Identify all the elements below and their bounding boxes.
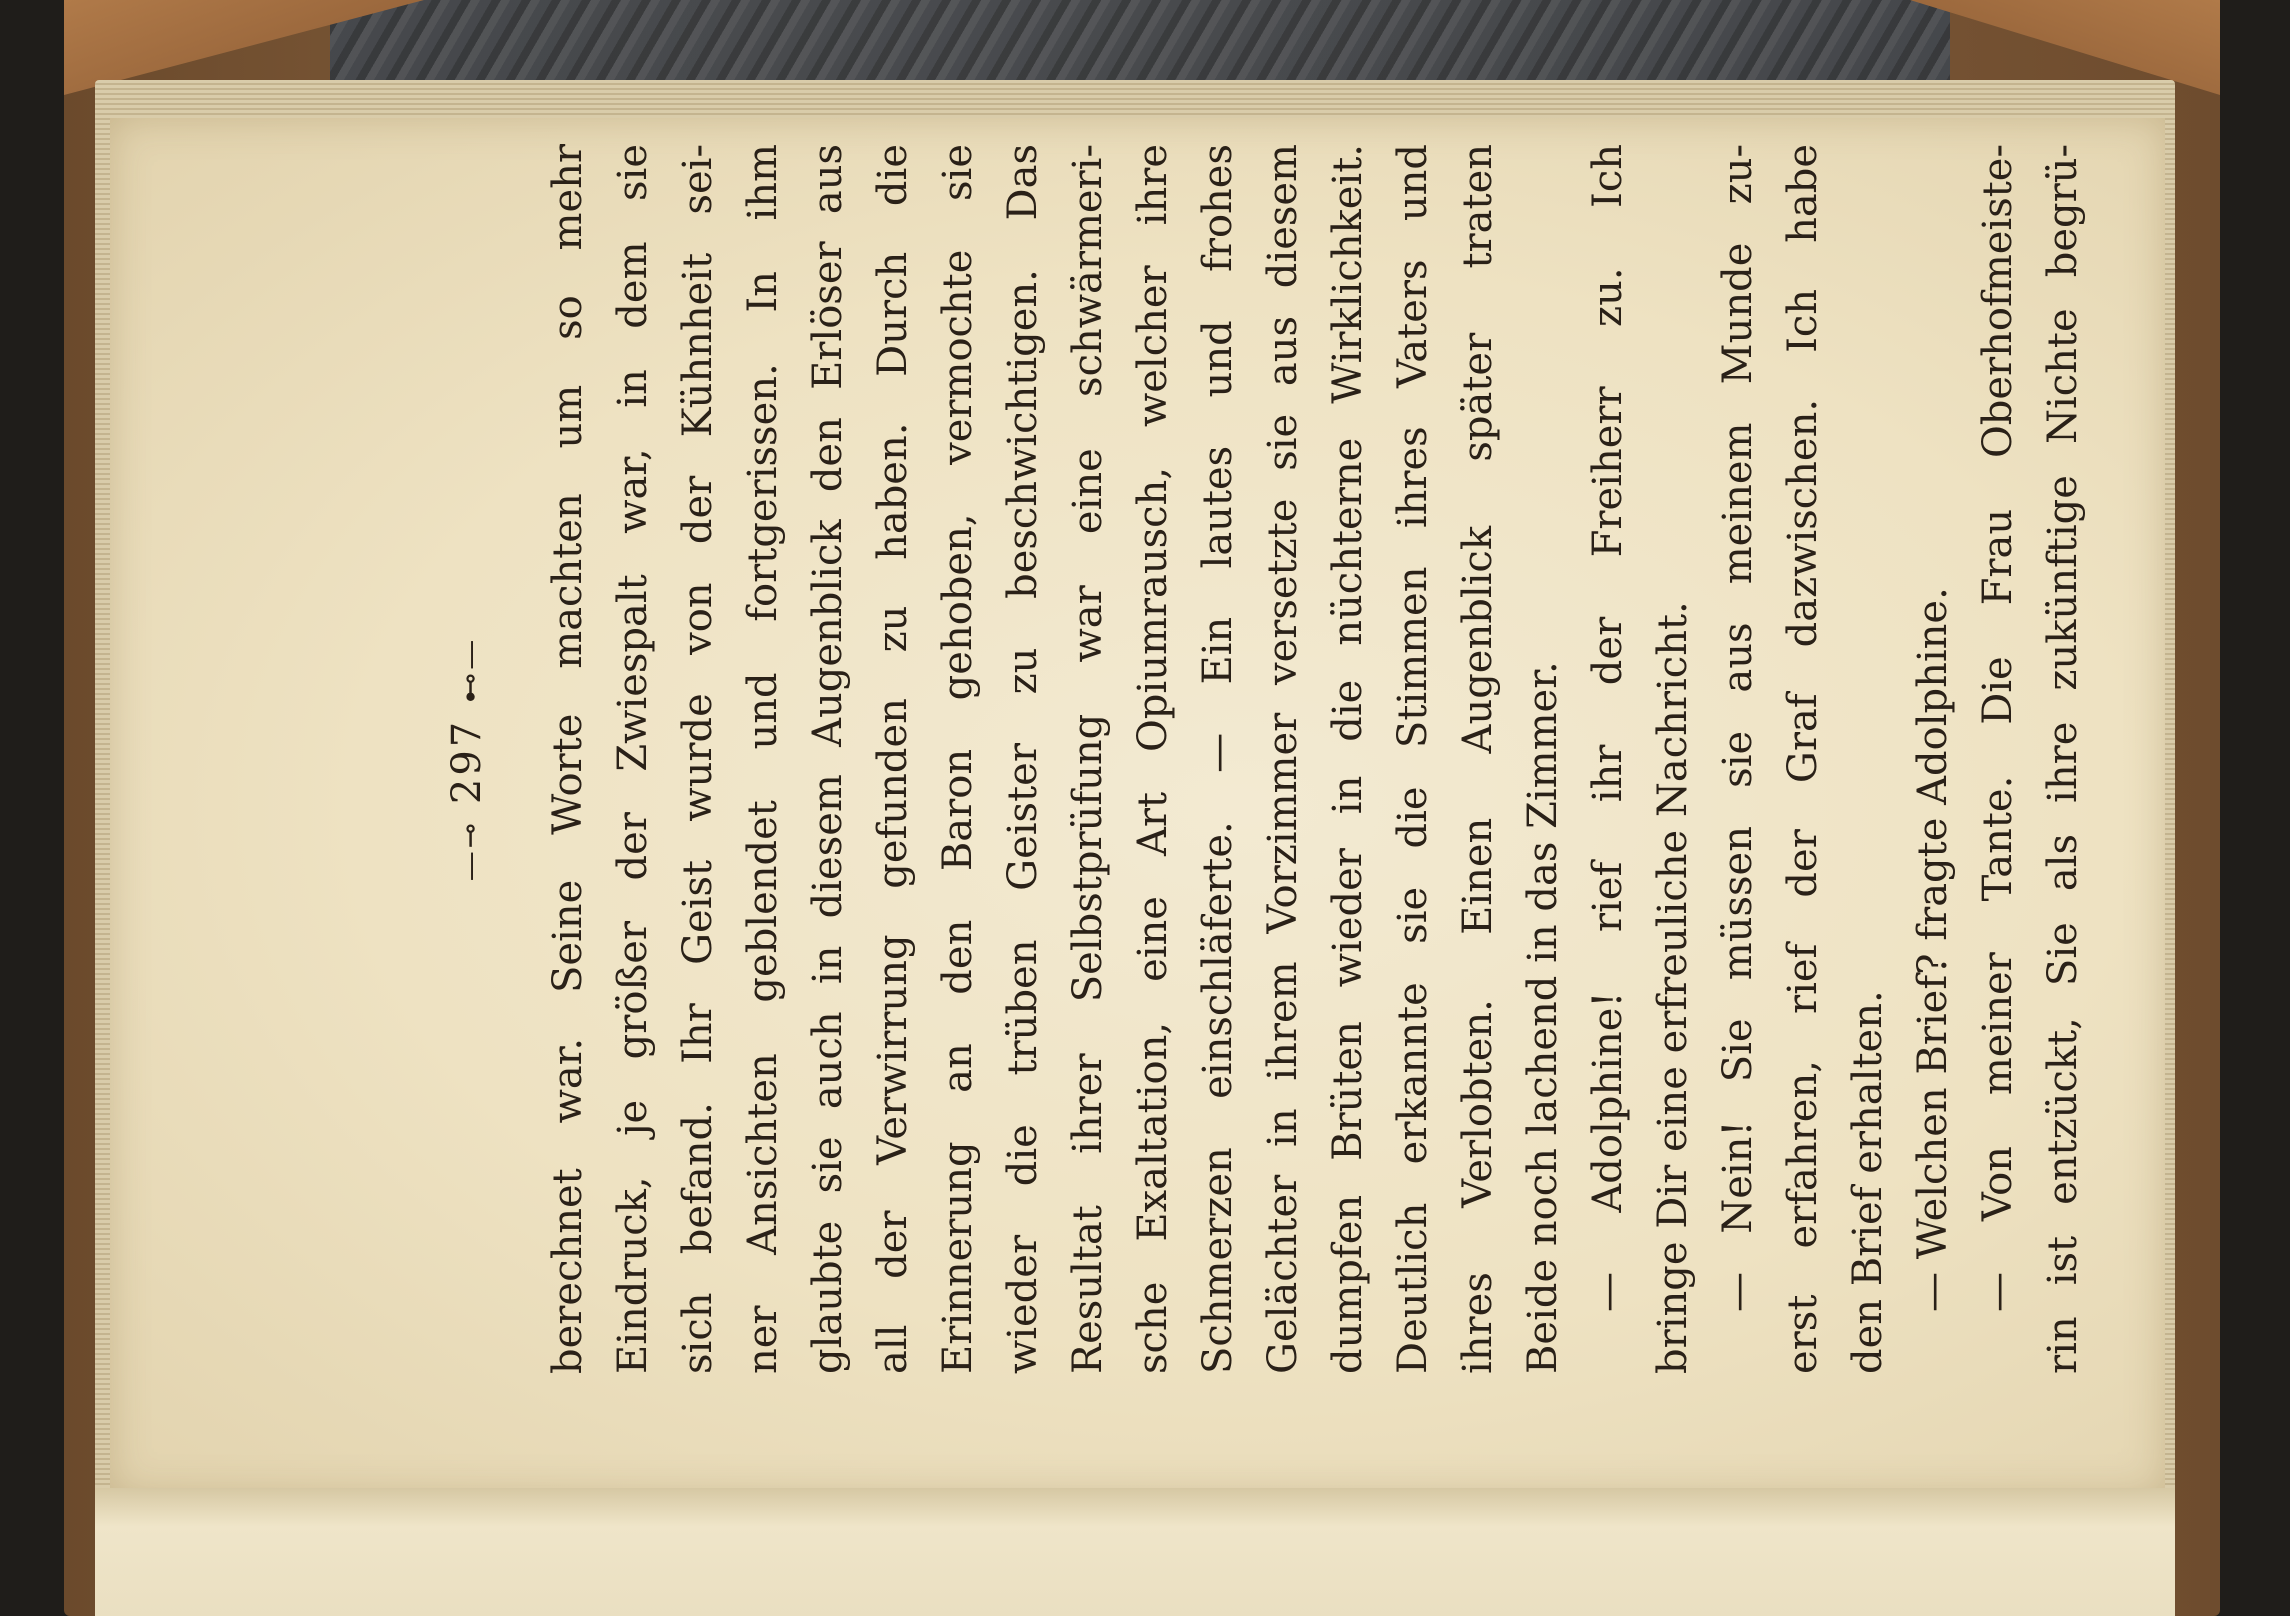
ornament-right: ⊷— <box>453 636 488 703</box>
text-line: glaubte sie auch in diesem Augenblick den Erlöser aus <box>805 144 851 1374</box>
rotated-page-text <box>432 144 2086 1374</box>
text-line: rin ist entzückt, Sie als ihre zukünftige Nichte begrü- <box>2040 144 2086 1374</box>
text-line: — Adolphine! rief ihr der Freiherr zu. Ich <box>1585 144 1631 1312</box>
text-line: Eindruck, je größer der Zwiespalt war, in dem sie <box>610 144 656 1374</box>
text-line: Deutlich erkannte sie die Stimmen ihres Vaters und <box>1390 144 1436 1374</box>
text-line: dumpfen Brüten wieder in die nüchterne Wirklichkeit. <box>1325 144 1371 1374</box>
text-line: Schmerzen einschläferte. — Ein lautes und frohes <box>1195 144 1241 1374</box>
text-line: ihres Verlobten. Einen Augenblick später traten <box>1455 144 1501 1374</box>
text-line: wieder die trüben Geister zu beschwichtigen. Das <box>1000 144 1046 1374</box>
page-header <box>432 144 502 1374</box>
text-line: all der Verwirrung gefunden zu haben. Durch die <box>870 144 916 1374</box>
text-line: ner Ansichten geblendet und fortgerissen. In ihm <box>740 144 786 1374</box>
text-line: — Welchen Brief? fragte Adolphine. <box>1910 587 1956 1312</box>
text-line: bringe Dir eine erfreuliche Nachricht. <box>1650 601 1696 1374</box>
text-line: — Von meiner Tante. Die Frau Oberhofmeiste- <box>1975 144 2021 1312</box>
text-line: Gelächter in ihrem Vorzimmer versetzte sie aus diesem <box>1260 144 1306 1374</box>
cover-marble-paper <box>330 0 1950 90</box>
ornament-left: —⊸ <box>453 820 488 882</box>
text-line: — Nein! Sie müssen sie aus meinem Munde zu- <box>1715 144 1761 1312</box>
text-line: Beide noch lachend in das Zimmer. <box>1520 661 1566 1374</box>
text-line: erst erfahren, rief der Graf dazwischen. Ich habe <box>1780 144 1826 1374</box>
text-line: den Brief erhalten. <box>1845 990 1891 1374</box>
text-line: sche Exaltation, eine Art Opiumrausch, welcher ihre <box>1130 144 1176 1374</box>
page-number: 297 <box>444 718 490 805</box>
facing-page-edge <box>95 1488 2175 1616</box>
text-line: berechnet war. Seine Worte machten um so mehr <box>545 144 591 1374</box>
text-line: sich befand. Ihr Geist wurde von der Kühnheit sei- <box>675 144 721 1374</box>
text-line: Erinnerung an den Baron gehoben, vermochte sie <box>935 144 981 1374</box>
text-line: Resultat ihrer Selbstprüfung war eine schwärmeri- <box>1065 144 1111 1374</box>
